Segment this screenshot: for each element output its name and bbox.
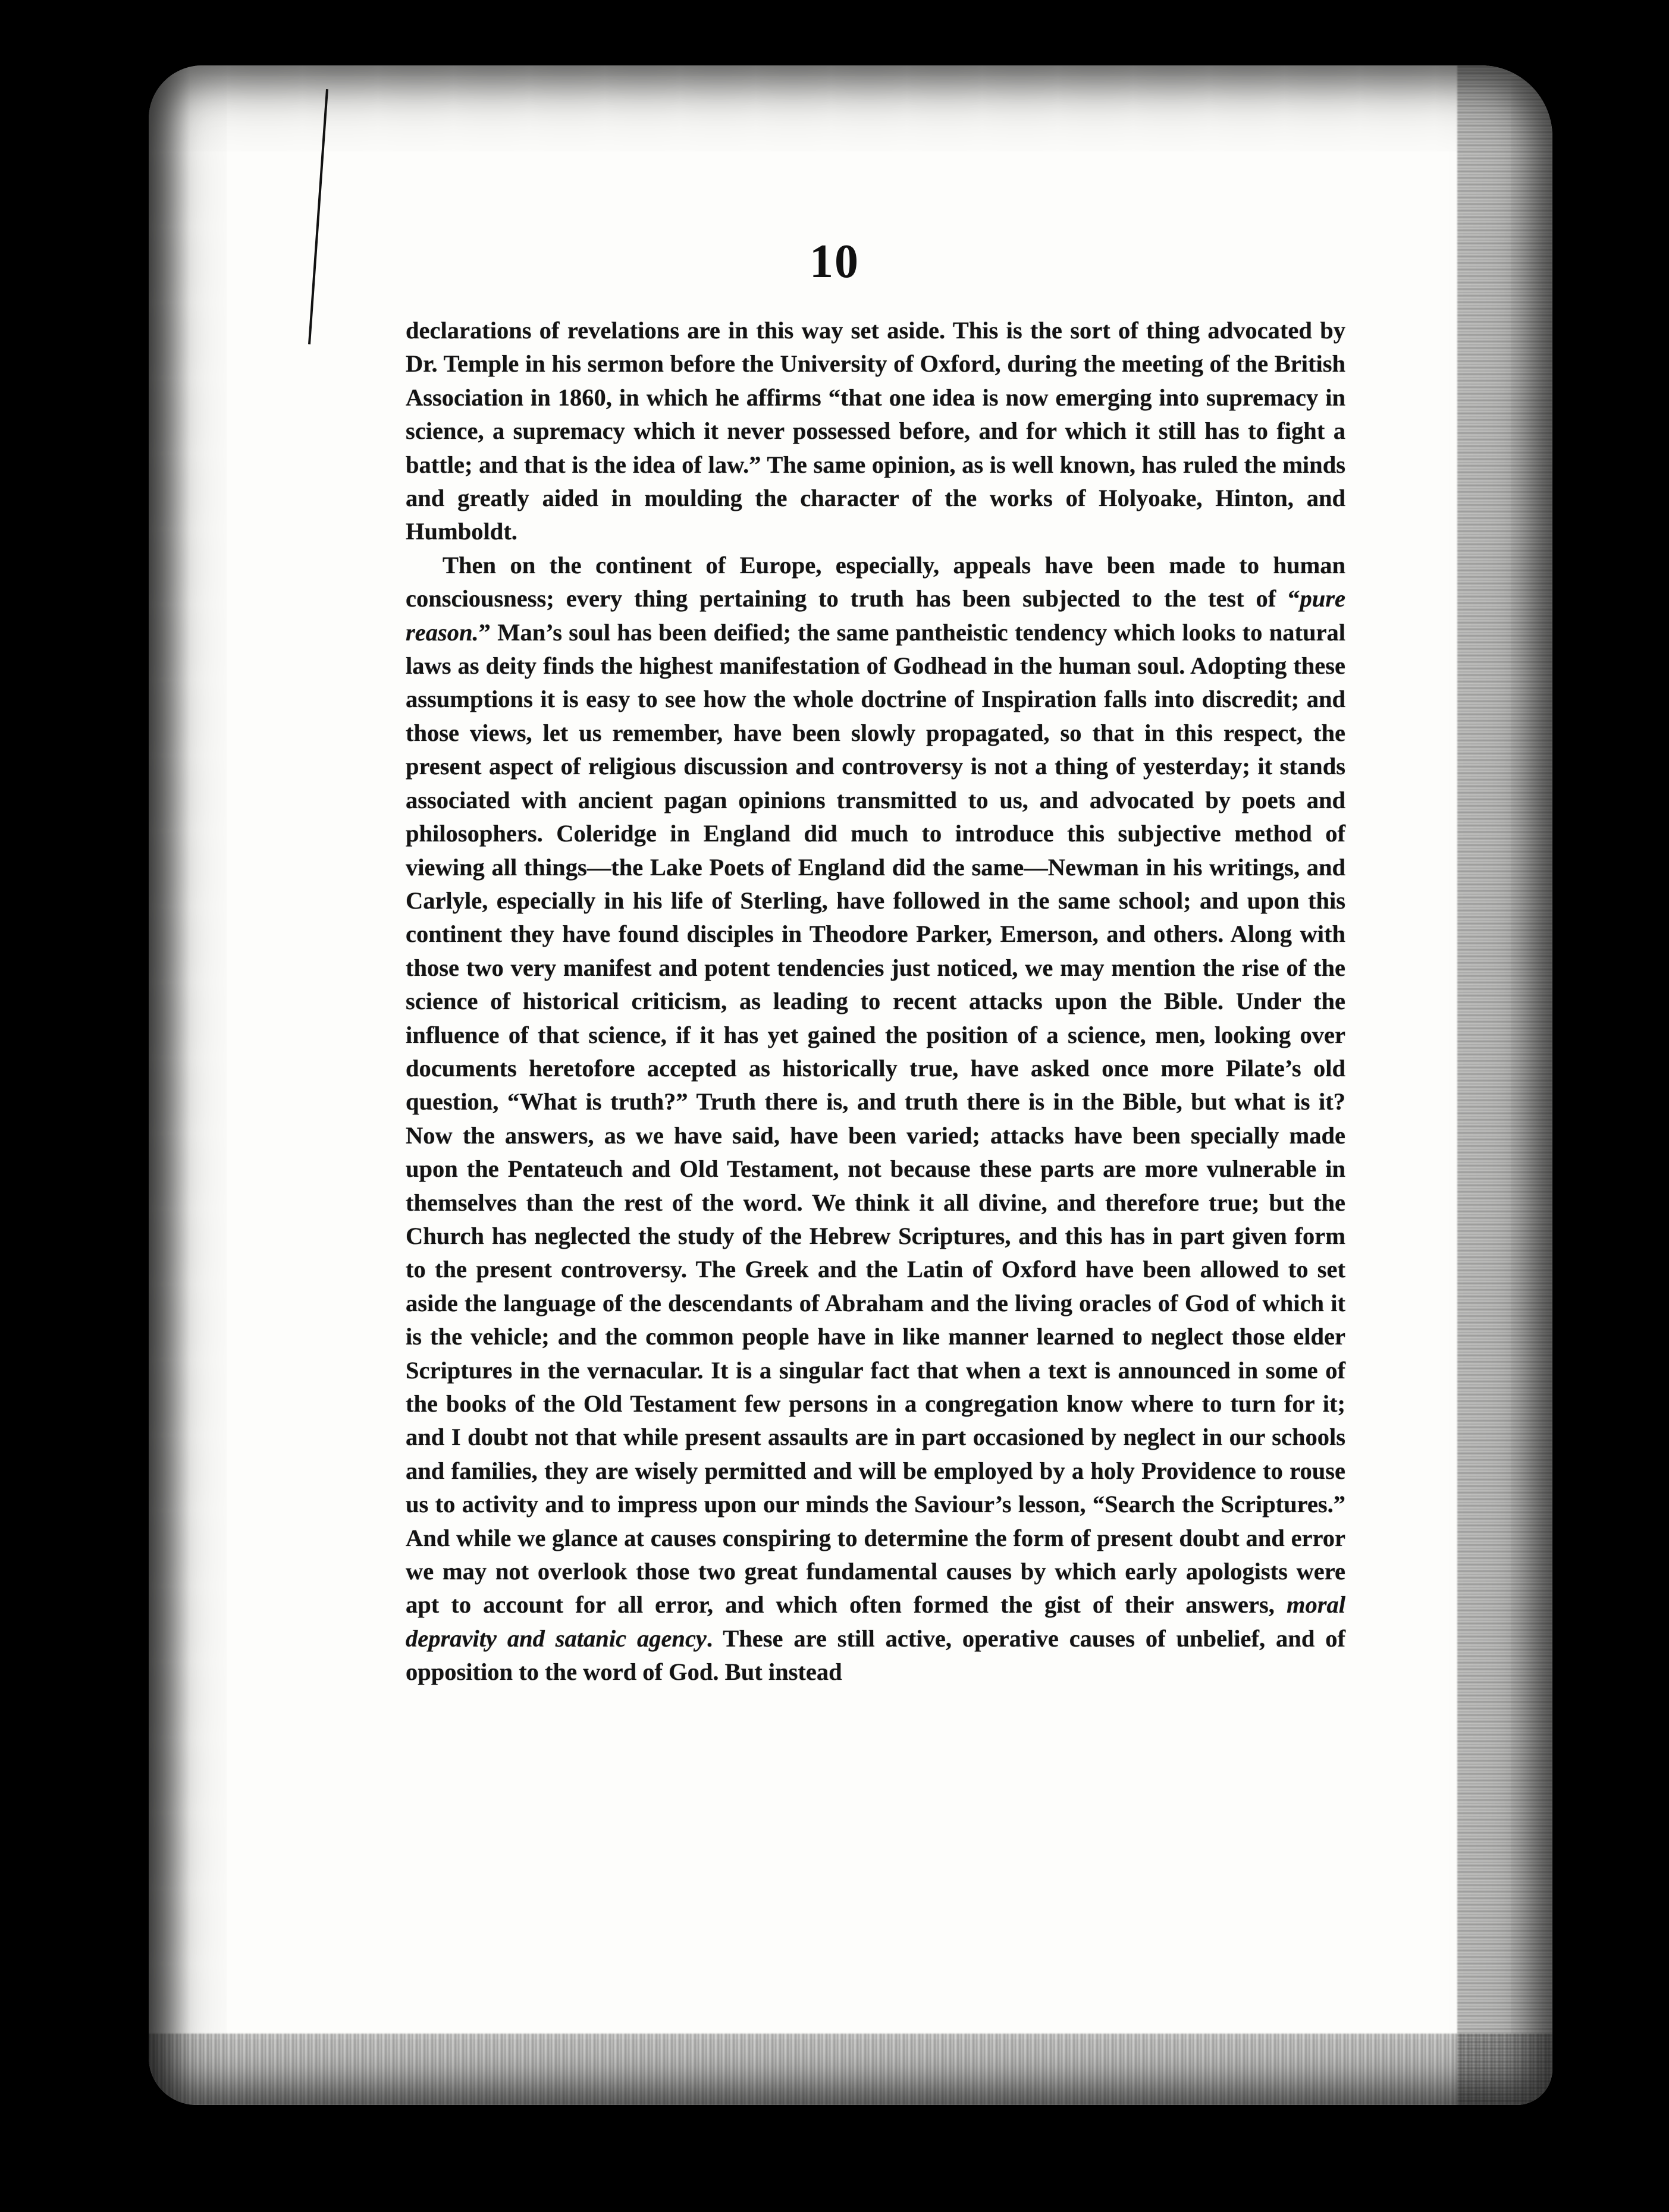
scan-edge-shadow-right <box>1457 65 1552 2105</box>
page-number: 10 <box>810 235 859 288</box>
scan-edge-shadow-bottom <box>149 2034 1552 2105</box>
paragraph-text: ” Man’s soul has been deified; the same pantheistic tendency which looks to natural laws as deity finds the highest manifestation of Godhead in the human soul. Adopting these assumptions it is easy to see how the whole doctrine of Inspiration falls into discredit; and those views, let us remember, have been slowly propagated, so that in this respect, the present aspect of religious discussion and controversy is not a thing of yesterday; it stands associated with ancient pagan opinions transmitted to us, and advocated by poets and philosophers. Coleridge in England did much to introduce this subjective method of viewing all things—the Lake Poets of England did the same—Newman in his writings, and Carlyle, especially in his life of Sterling, have followed in the same school; and upon this continent they have found disciples in Theodore Parker, Emerson, and others. Along with those two very manifest and potent tendencies just noticed, we may mention the rise of the science of historical criticism, as leading to recent attacks upon the Bible. Under the influence of that science, if it has yet gained the position of a science, men, looking over documents heretofore accepted as historically true, have asked once more Pilate’s old question, “What is truth?” Truth there is, and truth there is in the Bible, but what is it? Now the answers, as we have said, have been varied; attacks have been specially made upon the Pentateuch and Old Testament, not because these parts are more vulnerable in themselves than the rest of the word. We think it all divine, and therefore true; but the Church has neglected the study of the Hebrew Scriptures, and this has in part given form to the present controversy. The Greek and the Latin of Oxford have been allowed to set aside the language of the descendants of Abraham and the living oracles of God of which it is the vehicle; and the common people have in like manner learned to neglect those elder Scriptures in the vernacular. It is a singular fact that when a text is announced in some of the books of the Old Testament few persons in a congregation know where to turn for it; and I doubt not that while present assaults are in part occasioned by neglect in our schools and families, they are wisely permitted and will be employed by a holy Providence to rouse us to activity and to impress upon our minds the Saviour’s lesson, “Search the Scriptures.” And while we glance at causes conspiring to determine the form of present doubt and error we may not overlook those two great fundamental causes by which early apologists were apt to account for all error, and which often formed the gist of their answers, <box>406 618 1345 1619</box>
italic-phrase: moral depravity and satanic agency <box>406 1591 1345 1652</box>
italic-phrase: pure reason. <box>406 585 1345 646</box>
paragraph-text: Then on the continent of Europe, especially, appeals have been made to human consciousness; every thing pertaining to truth has been subjected to the test of “ <box>406 551 1345 612</box>
paragraph-text: . These are still active, operative causes of unbelief, and of opposition to the word of God. But instead <box>406 1625 1345 1686</box>
paragraph-continued: declarations of revelations are in this way set aside. This is the sort of thing advocated by Dr. Temple in his sermon before the University of Oxford, during the meeting of the British Association in 1860, in which he affirms “that one idea is now emerging into supremacy in science, a supremacy which it never possessed before, and for which it still has to fight a battle; and that is the idea of law.” The same opinion, as is well known, has ruled the minds and greatly aided in moulding the character of the works of Holyoake, Hinton, and Humboldt. <box>406 317 1345 545</box>
scan-edge-shadow-left <box>149 65 190 2105</box>
body-text <box>406 314 1345 1689</box>
paragraph <box>406 549 1345 1689</box>
